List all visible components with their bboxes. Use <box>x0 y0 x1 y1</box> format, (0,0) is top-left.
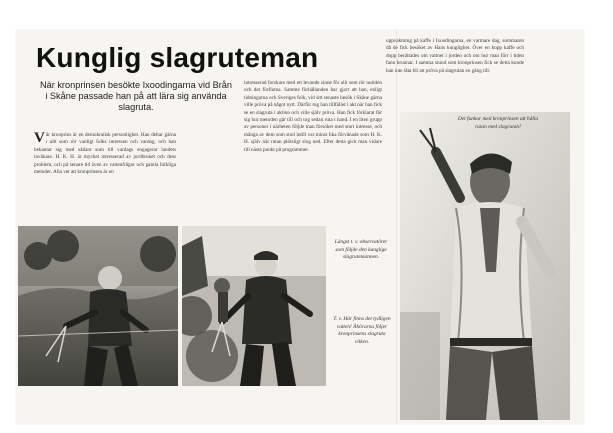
photo-left <box>18 226 178 386</box>
photo-right <box>400 112 570 420</box>
column-2-text: intresserad forskare med ett levande sinne för allt som rör nutiden och det förflutna. Samme förhållanden har gjort att han, enligt tidningarna och Sveriges folk, vid sitt senaste besök i Skåne gärna ville pröva på något nytt. Därför tog han tillfället i akt när han fick se en slagruta i aktion och ville själv pröva. Han fick förklarat för sig hur metoden går till och tog sedan ruta i hand. I en liten grupp av personer i närheten följde man försöket med stort intresse, och många av dem som stod intill var minst lika förvånade som H. K. H. själv när rutan plötsligt slog ned. Efter detta gick man vidare till nästa punkt på programmet. <box>244 80 382 153</box>
article-column-3 <box>386 38 524 112</box>
photo-right-image <box>400 112 570 420</box>
column-1-text: år kronprins är en demokratisk personlighet. Han deltar gärna i allt som rör vanligt folks intressen och vardag, och han bekantar sig med sådant som till vardags engagerar landets invånare. H. K. H. är mycket intresserad av jordbruket och dess problem, och på senare tid även av vattenfrågor och gamla folkliga metoder. Alla vet att kronprinsen är en <box>34 132 176 176</box>
drop-cap: V <box>34 132 45 146</box>
photo-left-image <box>18 226 178 386</box>
caption-right-photo: Det funkar med kronprinsen att hålla rutan med slagrutan! <box>457 116 539 130</box>
caption-center-photo-lower: T. v. Här finns det tydligen vatten! Åhörarna följer kronprinsens slagruta vilken. <box>333 316 391 345</box>
article-title: Kunglig slagruteman <box>36 42 319 73</box>
photo-center <box>182 226 326 386</box>
article-subtitle: När kronprinsen besökte Ixoodingarna vid Brån i Skåne passade han på att lära sig använda slagruta. <box>39 80 233 112</box>
article-column-2 <box>244 80 382 240</box>
photo-center-image <box>182 226 326 386</box>
article-column-1 <box>34 132 176 212</box>
caption-center-photo: Längst t. v. observatörer som följde den kunglige slagrutemannen. <box>334 239 388 261</box>
column-3-text: uppvaktning på kaffe i Ixoodingarna, en varmare dag, sommaren då de fick besöket av Hans kunglighet. Över en kopp kaffe och dopp berättades om vattnet i jorden och om hur man förr i tiden fann brunnar. I samma stund som kronprinsen fick se detta kunde han inte låta bli att pröva på slagrutan en gång till. <box>386 38 524 74</box>
